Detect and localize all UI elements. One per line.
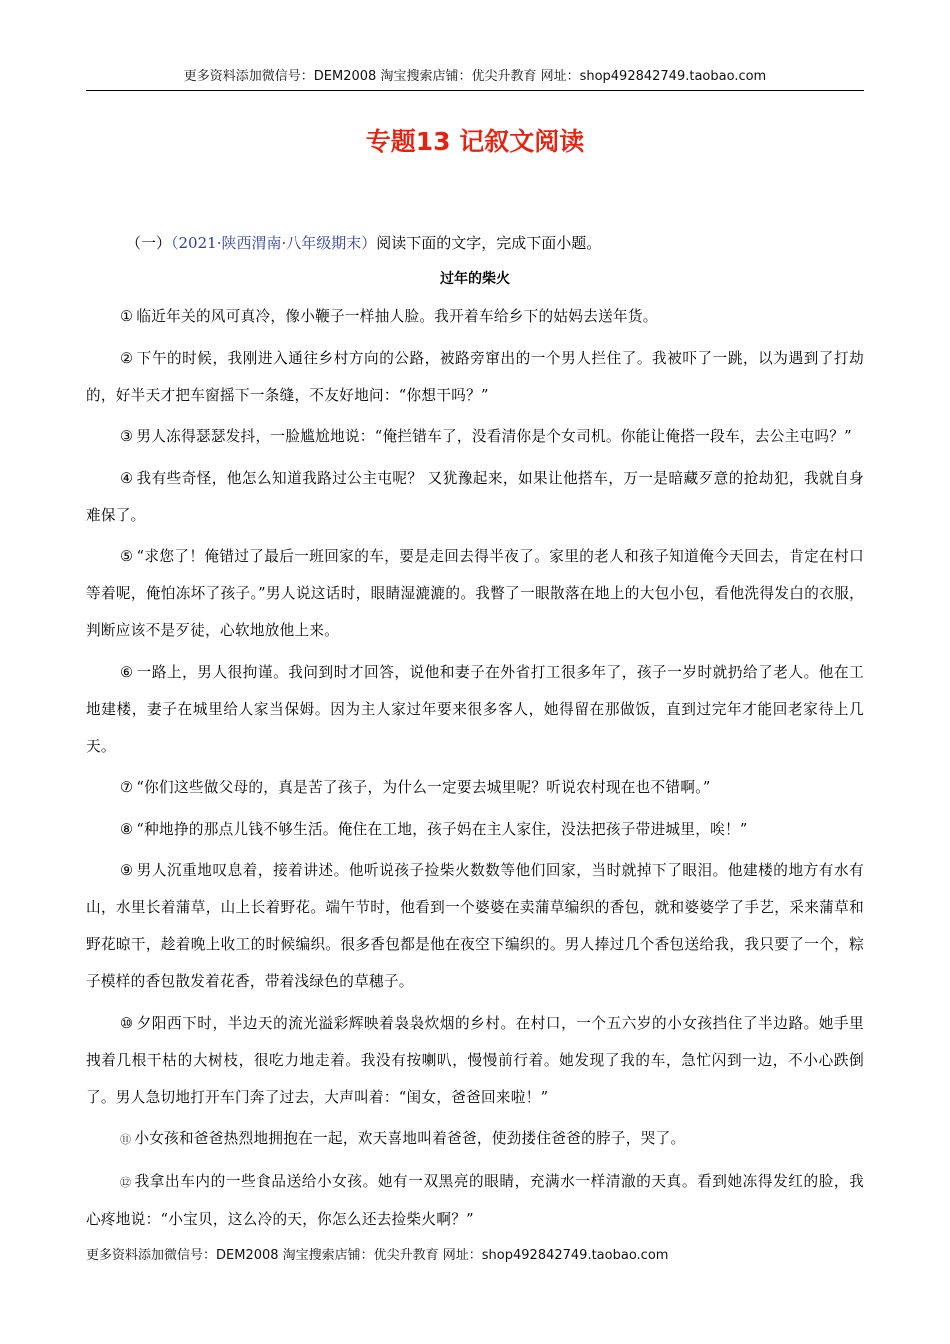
paragraph-text: 下午的时候，我刚进入通往乡村方向的公路，被路旁窜出的一个男人拦住了。我被吓了一跳，以为遇到了打劫的，好半天才把车窗摇下一条缝，不友好地问：“你想干吗？” <box>86 349 864 404</box>
paragraph-12 <box>86 1163 864 1238</box>
paragraph-text: 我拿出车内的一些食品送给小女孩。她有一双黑亮的眼睛，充满水一样清澈的天真。看到她冻得发红的脸，我心疼地说：“小宝贝，这么冷的天，你怎么还去捡柴火啊？” <box>86 1172 864 1228</box>
paragraph-number: ① <box>120 308 134 325</box>
paragraph-number: ③ <box>120 428 134 445</box>
paragraph-11 <box>86 1120 864 1158</box>
paragraph-text: “求您了！俺错过了最后一班回家的车，要是走回去得半夜了。家里的老人和孩子知道俺今天回去，肯定在村口等着呢，俺怕冻坏了孩子。”男人说这话时，眼睛湿漉漉的。我瞥了一眼散落在地上的大包小包，看他洗得发白的衣服，判断应该不是歹徒，心软地放他上来。 <box>86 548 864 639</box>
paragraph-text: 小女孩和爸爸热烈地拥抱在一起，欢天喜地叫着爸爸，使劲搂住爸爸的脖子，哭了。 <box>134 1130 686 1147</box>
paragraph-6 <box>86 654 864 765</box>
paragraph-text: 男人冻得瑟瑟发抖，一脸尴尬地说：“俺拦错车了，没看清你是个女司机。你能让俺搭一段车，去公主屯吗？” <box>136 428 852 445</box>
paragraph-2 <box>86 340 864 414</box>
story-body <box>86 298 864 1242</box>
paragraph-number: ⑥ <box>120 663 134 681</box>
paragraph-text: 一路上，男人很拘谨。我问到时才回答，说他和妻子在外省打工很多年了，孩子一岁时就扔给了老人。他在工地建楼，妻子在城里给人家当保姆。因为主人家过年要来很多客人，她得留在那做饭，直到过完年才能回老家待上几天。 <box>86 663 864 755</box>
paragraph-10 <box>86 1005 864 1116</box>
question-instruction: 阅读下面的文字，完成下面小题。 <box>376 234 602 252</box>
page-footer: 更多资料添加微信号：DEM2008 淘宝搜索店铺：优尖升教育 网址：shop492842749.taobao.com <box>86 1248 669 1263</box>
paragraph-1 <box>86 298 864 335</box>
paragraph-number: ⑦ <box>120 779 134 796</box>
header-divider <box>86 90 864 91</box>
paragraph-number: ④ <box>120 469 134 487</box>
document-title: 专题13 记叙文阅读 <box>365 127 585 156</box>
paragraph-number: ⑧ <box>120 820 134 838</box>
paragraph-number: ② <box>120 349 134 367</box>
story-title: 过年的柴火 <box>440 271 510 287</box>
paragraph-number: ⑩ <box>120 1014 134 1032</box>
paragraph-3 <box>86 418 864 455</box>
paragraph-text: 夕阳西下时，半边天的流光溢彩辉映着袅袅炊烟的乡村。在村口，一个五六岁的小女孩挡住了半边路。她手里拽着几根干枯的大树枝，很吃力地走着。我没有按喇叭，慢慢前行着。她发现了我的车，急忙闪到一边，不小心跌倒了。男人急切地打开车门奔了过去，大声叫着：“闺女，爸爸回来啦！” <box>86 1014 864 1106</box>
question-source: （2021·陕西渭南·八年级期末） <box>171 234 377 252</box>
paragraph-7 <box>86 769 864 806</box>
paragraph-number: ⑫ <box>120 1175 132 1189</box>
paragraph-text: 我有些奇怪，他怎么知道我路过公主屯呢？ 又犹豫起来，如果让他搭车，万一是暗藏歹意的抢劫犯，我就自身难保了。 <box>86 469 864 524</box>
page-header: 更多资料添加微信号：DEM2008 淘宝搜索店铺：优尖升教育 网址：shop492842749.taobao.com <box>183 69 767 84</box>
paragraph-number: ⑤ <box>120 548 134 565</box>
paragraph-5 <box>86 538 864 649</box>
paragraph-number: ⑨ <box>120 862 134 879</box>
paragraph-text: “你们这些做父母的，真是苦了孩子，为什么一定要去城里呢？听说农村现在也不错啊。” <box>136 779 711 796</box>
paragraph-4 <box>86 460 864 534</box>
question-number: （一） <box>126 234 172 252</box>
paragraph-text: 临近年关的风可真冷，像小鞭子一样抽人脸。我开着车给乡下的姑妈去送年货。 <box>136 308 658 325</box>
paragraph-number: ⑪ <box>120 1133 132 1146</box>
paragraph-9 <box>86 852 864 1000</box>
paragraph-text: “种地挣的那点儿钱不够生活。俺住在工地，孩子妈在主人家住，没法把孩子带进城里，唉！” <box>136 820 748 838</box>
question-intro <box>126 230 866 256</box>
paragraph-text: 男人沉重地叹息着，接着讲述。他听说孩子捡柴火数数等他们回家，当时就掉下了眼泪。他建楼的地方有水有山，水里长着蒲草，山上长着野花。端午节时，他看到一个婆婆在卖蒲草编织的香包，就和婆婆学了手艺，采来蒲草和野花晾干，趁着晚上收工的时候编织。很多香包都是他在夜空下编织的。男人捧过几个香包送给我，我只要了一个，粽子模样的香包散发着花香，带着浅绿色的草穗子。 <box>86 862 864 990</box>
paragraph-8 <box>86 811 864 848</box>
